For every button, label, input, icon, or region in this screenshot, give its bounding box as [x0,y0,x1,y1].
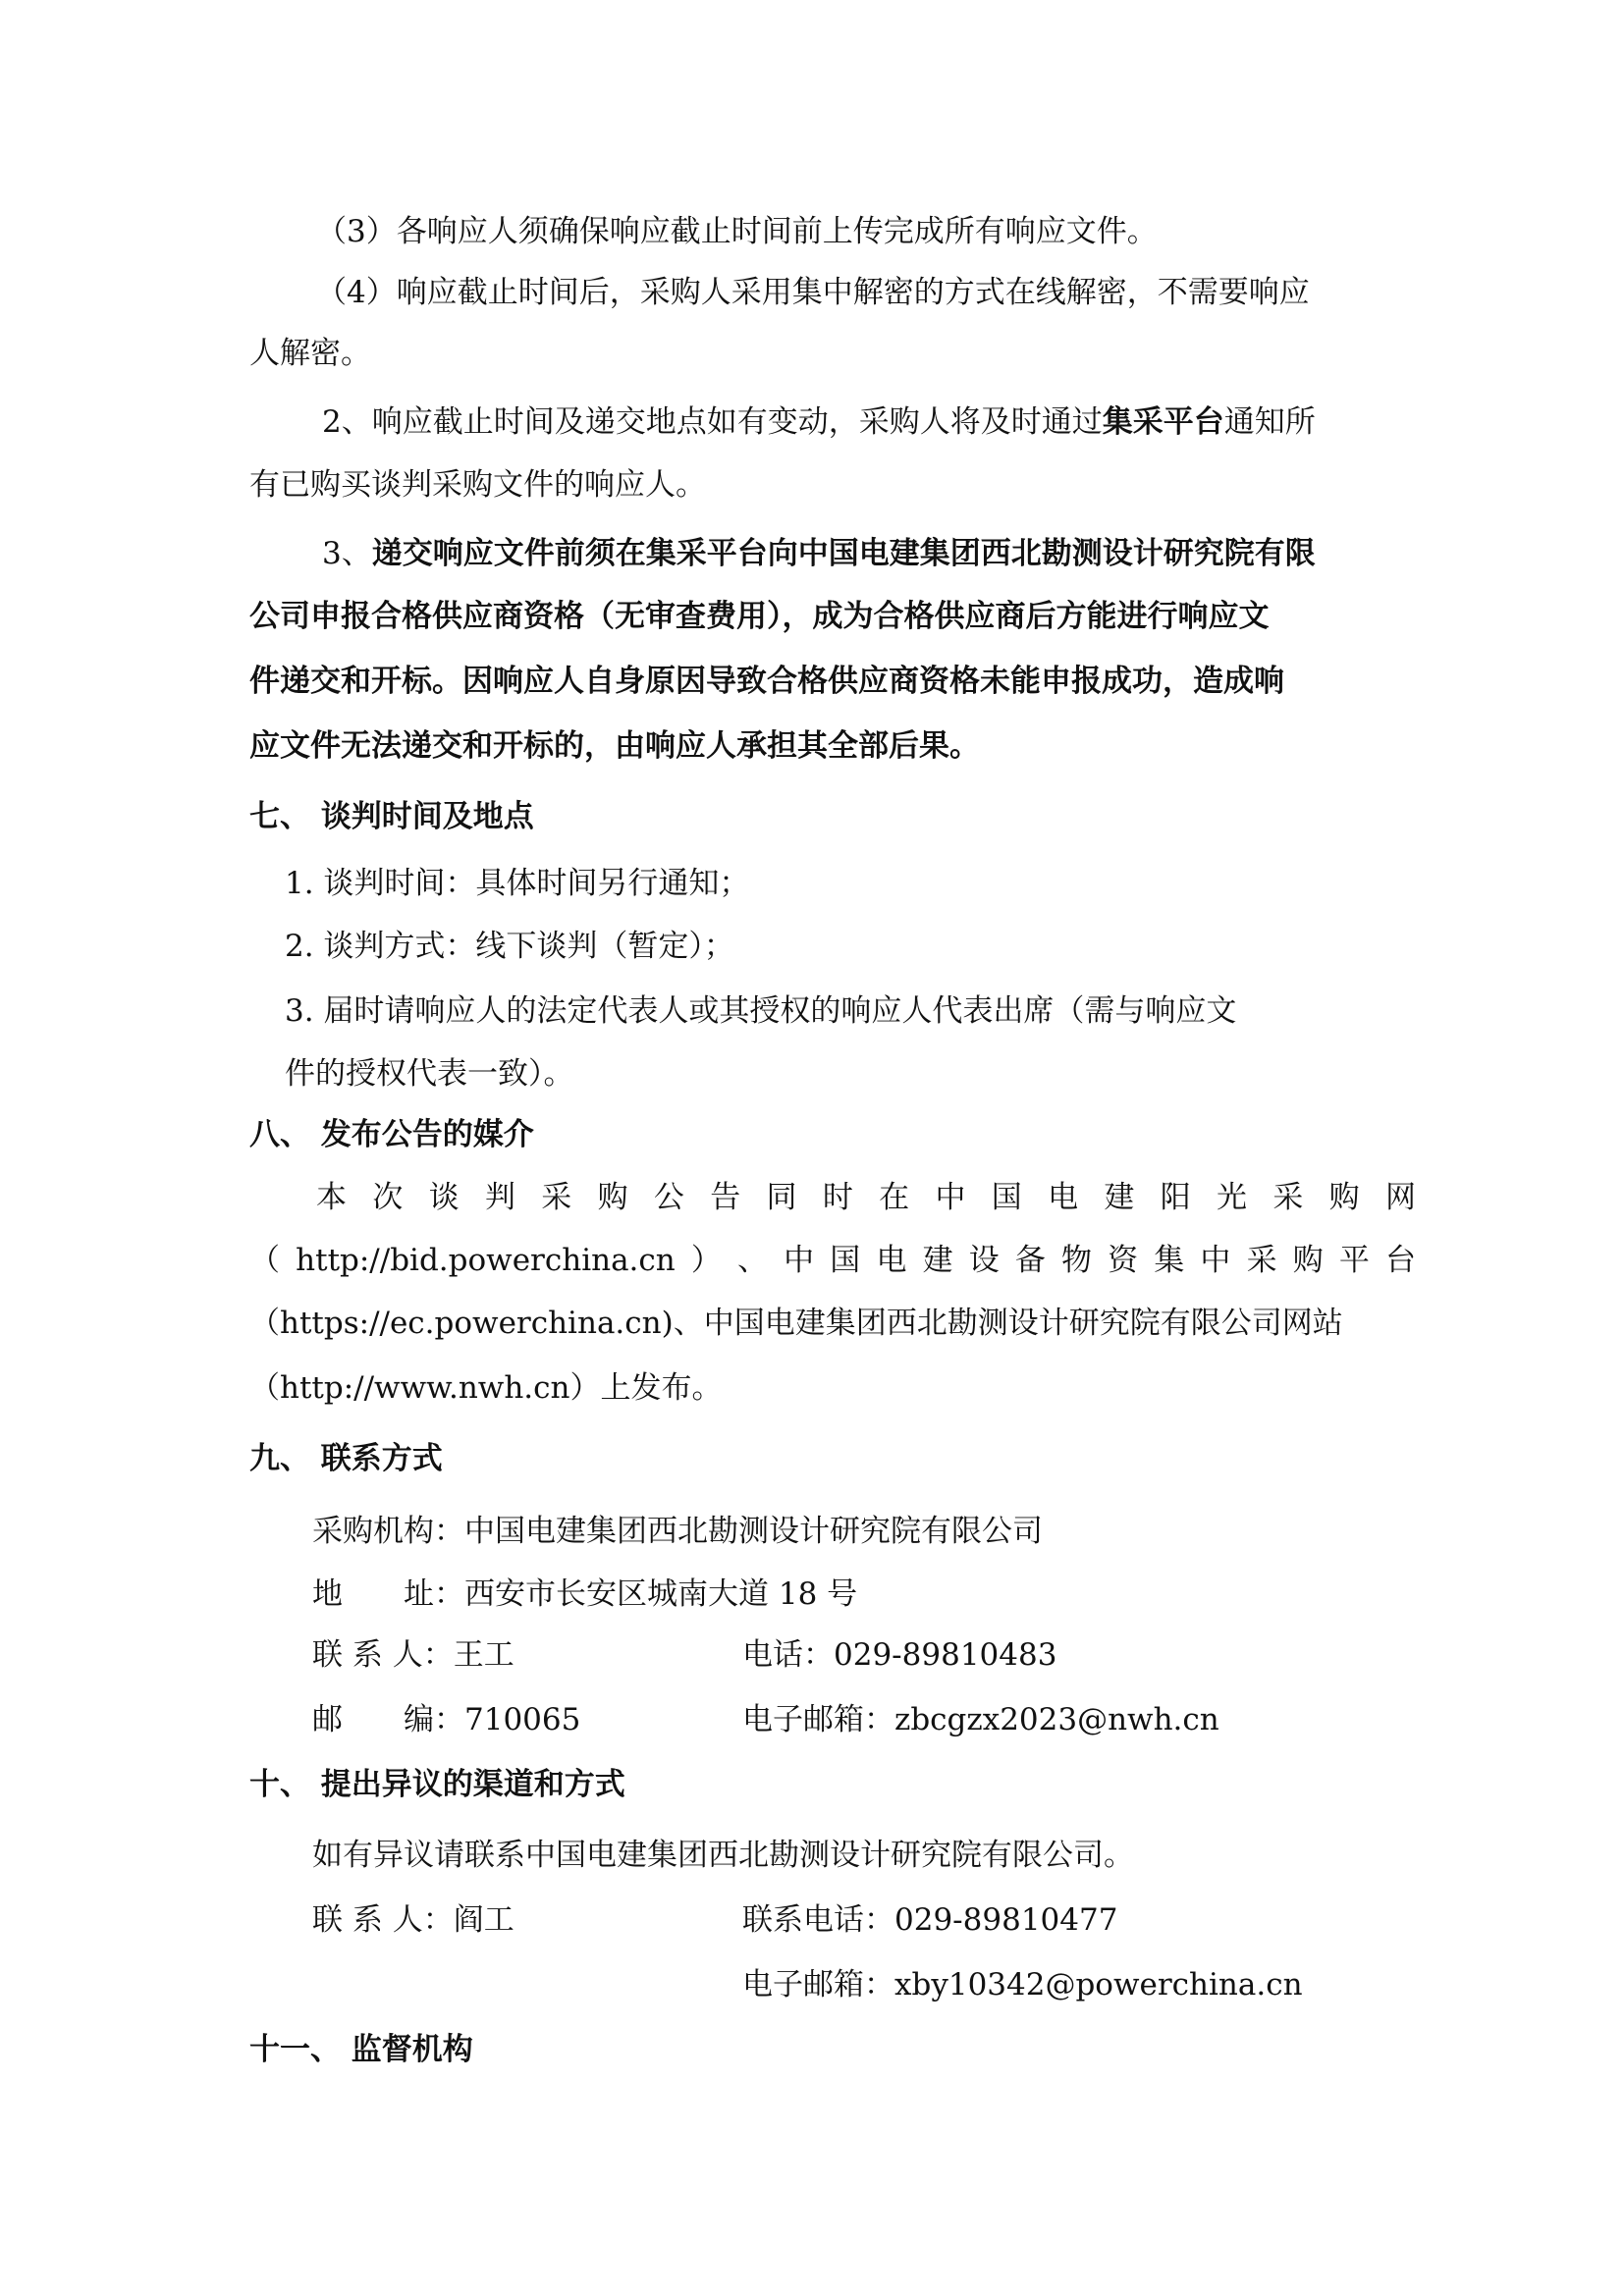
item-3-line4: 应文件无法递交和开标的，由响应人承担其全部后果。 [249,728,980,764]
glyph: 在 [879,1180,910,1215]
contact-person-label: 联 系 人： [312,1637,454,1673]
glyph: 采 [1246,1243,1277,1278]
objection-contact [312,1900,514,1940]
phone-value: 029-89810483 [834,1637,1057,1673]
para-4-line1: （4）响应截止时间后，采购人采用集中解密的方式在线解密，不需要响应 [316,275,1310,310]
glyph: ） [690,1243,722,1278]
objection-email-label: 电子邮箱： [742,1967,894,2002]
glyph: 中 [784,1243,815,1278]
glyph: 公 [653,1180,684,1215]
email-label: 电子邮箱： [742,1702,894,1737]
postal-code [312,1700,580,1739]
email-value[interactable]: zbcgzx2023@nwh.cn [894,1702,1219,1737]
objection-phone-value: 029-89810477 [894,1902,1118,1938]
glyph: 国 [991,1180,1022,1215]
glyph: 告 [710,1180,741,1215]
glyph: 、 [737,1243,769,1278]
glyph: 判 [484,1180,515,1215]
objection-contact-label: 联 系 人： [312,1902,454,1938]
item-3-line1 [322,534,1316,573]
item-3-line3: 件递交和开标。因响应人自身原因导致合格供应商资格未能申报成功，造成响 [249,664,1284,699]
address-label: 地 址： [312,1576,464,1612]
postal-code-value: 710065 [464,1702,581,1737]
glyph: 购 [1292,1243,1324,1278]
glyph: 资 [1108,1243,1139,1278]
glyph: 网 [1384,1180,1416,1215]
section-7-item-3-line2: 件的授权代表一致）。 [285,1056,574,1092]
objection-phone-label: 联系电话： [742,1902,894,1938]
section-8-line4: （http://www.nwh.cn）上发布。 [249,1370,723,1406]
item-3-line2: 公司申报合格供应商资格（无审查费用），成为合格供应商后方能进行响应文 [249,599,1270,634]
item-2-suffix: 通知所 [1223,404,1316,440]
section-8-line3: （https://ec.powerchina.cn)、中国电建集团西北勘测设计研究院有限公司网站 [249,1306,1343,1341]
para-3: （3）各响应人须确保响应截止时间前上传完成所有响应文件。 [316,214,1158,249]
glyph: 购 [1328,1180,1360,1215]
glyph: 采 [541,1180,572,1215]
section-7-item-2: 2. 谈判方式：线下谈判（暂定）； [285,929,734,964]
glyph: 台 [1384,1243,1416,1278]
glyph: 集 [1154,1243,1185,1278]
procurement-org-label: 采购机构： [312,1514,464,1549]
objection-contact-value: 阎工 [453,1902,514,1938]
address-value: 西安市长安区城南大道 18 号 [464,1576,858,1612]
glyph: 次 [372,1180,404,1215]
section-8-line2-spread [249,1241,1416,1280]
section-7-title: 七、 谈判时间及地点 [249,799,534,834]
contact-person-value: 王工 [453,1637,514,1673]
glyph: http://bid.powerchina.cn [296,1243,676,1278]
item-2-prefix: 2、响应截止时间及递交地点如有变动，采购人将及时通过 [322,404,1103,440]
procurement-org [312,1512,1043,1551]
glyph: 电 [1048,1180,1079,1215]
glyph: 购 [597,1180,628,1215]
glyph: 电 [876,1243,907,1278]
phone [742,1635,1056,1675]
item-2-bold: 集采平台 [1102,404,1224,440]
email [742,1700,1219,1739]
section-10-title: 十、 提出异议的渠道和方式 [249,1767,625,1802]
phone-label: 电话： [742,1637,834,1673]
item-2-line2: 有已购买谈判采购文件的响应人。 [249,467,706,503]
glyph: 建 [1104,1180,1135,1215]
glyph: 物 [1061,1243,1092,1278]
glyph: 备 [1014,1243,1046,1278]
contact-person [312,1635,514,1675]
glyph: 同 [766,1180,797,1215]
section-8-line1-spread [316,1178,1416,1217]
section-7-item-1: 1. 谈判时间：具体时间另行通知； [285,866,750,901]
glyph: 本 [316,1180,347,1215]
glyph: 谈 [428,1180,460,1215]
glyph: 光 [1217,1180,1247,1215]
item-2-line1 [322,402,1316,442]
section-8-line1 [316,1178,1416,1217]
glyph: 设 [968,1243,1000,1278]
glyph: 平 [1338,1243,1370,1278]
glyph: 国 [830,1243,861,1278]
glyph: （ [249,1243,280,1278]
objection-email [742,1965,1303,2004]
section-7-item-3: 3. 届时请响应人的法定代表人或其授权的响应人代表出席（需与响应文 [285,993,1237,1029]
objection-intro: 如有异议请联系中国电建集团西北勘测设计研究院有限公司。 [312,1838,1134,1873]
procurement-org-value: 中国电建集团西北勘测设计研究院有限公司 [464,1514,1043,1549]
objection-phone [742,1900,1117,1940]
section-9-title: 九、 联系方式 [249,1441,443,1476]
glyph: 建 [922,1243,953,1278]
item-3-line1-text: 递交响应文件前须在集采平台向中国电建集团西北勘测设计研究院有限 [371,536,1316,571]
section-11-title: 十一、 监督机构 [249,2032,473,2067]
glyph: 采 [1272,1180,1304,1215]
postal-code-label: 邮 编： [312,1702,464,1737]
item-3-num: 3、 [322,536,372,571]
address [312,1575,857,1614]
section-8-title: 八、 发布公告的媒介 [249,1117,534,1152]
glyph: 时 [822,1180,853,1215]
objection-email-value[interactable]: xby10342@powerchina.cn [894,1967,1303,2002]
section-8-line2 [249,1241,1416,1280]
para-4-line2: 人解密。 [249,336,371,371]
glyph: 中 [935,1180,966,1215]
glyph: 阳 [1160,1180,1191,1215]
glyph: 中 [1200,1243,1231,1278]
